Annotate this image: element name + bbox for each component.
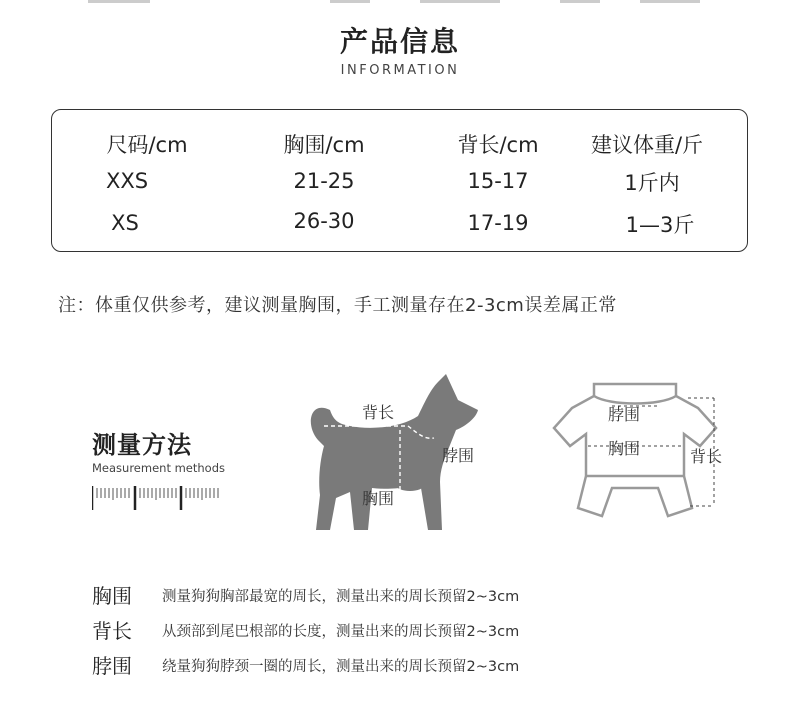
garment-label-chest: 胸围 [608,439,641,458]
measurement-note: 注：体重仅供参考，建议测量胸围，手工测量存在2-3cm误差属正常 [58,295,617,316]
dog-label-neck: 脖围 [442,446,475,465]
garment-label-back-length: 背长 [690,447,723,466]
definition-desc: 绕量狗狗脖颈一圈的周长，测量出来的周长预留2~3cm [162,659,520,675]
table-cell-chest: 21-25 [293,169,355,193]
table-header-size: 尺码/cm [106,133,188,157]
table-header-weight: 建议体重/斤 [590,133,704,157]
dog-label-chest: 胸围 [362,489,395,508]
size-table [51,109,748,252]
definition-term: 胸围 [92,584,132,608]
definition-term: 背长 [92,619,132,643]
method-title: 测量方法 [92,431,192,459]
table-cell-weight: 1斤内 [624,171,680,195]
table-cell-size: XXS [105,169,149,193]
definition-term: 脖围 [92,654,132,678]
table-header-back: 背长/cm [457,133,539,157]
page-subtitle: INFORMATION [340,63,460,78]
page-title: 产品信息 [339,25,460,58]
table-cell-chest: 26-30 [293,209,355,233]
dog-diagram [290,370,500,540]
table-cell-back: 15-17 [467,169,529,193]
ruler-icon [92,484,232,512]
table-header-chest: 胸围/cm [283,133,365,157]
table-cell-back: 17-19 [467,211,529,235]
cropped-header-marks [0,0,800,6]
method-subtitle: Measurement methods [92,461,226,475]
garment-label-neck: 脖围 [608,405,641,424]
garment-diagram [550,378,740,538]
table-cell-weight: 1—3斤 [625,213,695,237]
dog-label-back-length: 背长 [362,403,395,422]
table-cell-size: XS [111,211,139,235]
definition-desc: 从颈部到尾巴根部的长度，测量出来的周长预留2~3cm [162,624,520,640]
definition-desc: 测量狗狗胸部最宽的周长，测量出来的周长预留2~3cm [162,589,520,605]
